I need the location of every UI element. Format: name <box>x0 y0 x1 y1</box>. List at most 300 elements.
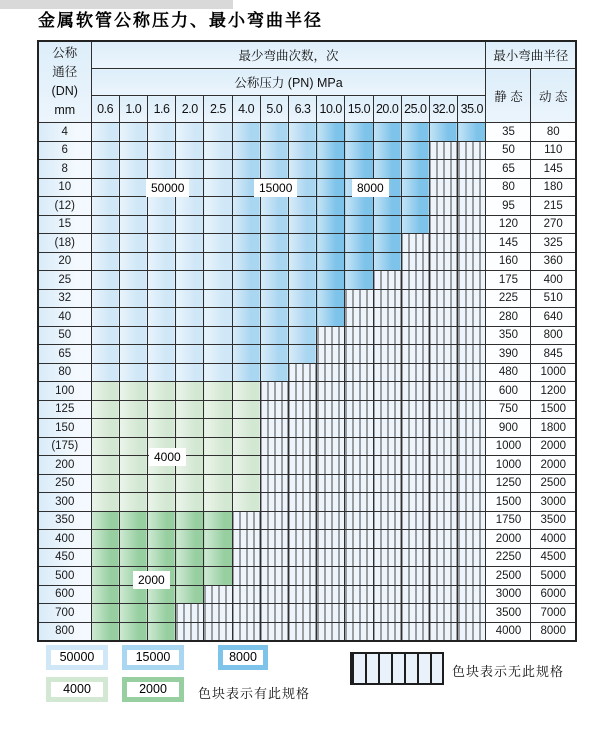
no-spec-cell <box>345 345 373 364</box>
dn-cell: 200 <box>38 456 91 475</box>
cycle-cell <box>204 326 232 345</box>
no-spec-cell <box>401 234 429 253</box>
static-radius-cell: 145 <box>486 234 531 253</box>
pressure-tick: 1.0 <box>119 96 147 123</box>
cycle-cell <box>91 437 119 456</box>
cycle-cell <box>232 437 260 456</box>
static-radius-cell: 1750 <box>486 511 531 530</box>
cycle-cell <box>91 345 119 364</box>
cycle-cell <box>119 400 147 419</box>
no-spec-cell <box>429 622 457 641</box>
cycle-cell <box>232 363 260 382</box>
cycle-cell <box>147 252 175 271</box>
no-spec-cell <box>373 437 401 456</box>
no-spec-cell <box>317 567 345 586</box>
no-spec-cell <box>401 382 429 401</box>
cycle-cell <box>176 530 204 549</box>
cycle-cell <box>288 345 316 364</box>
table-row <box>38 308 576 327</box>
cycle-cell <box>147 511 175 530</box>
cycle-cell <box>204 345 232 364</box>
no-spec-cell <box>458 289 486 308</box>
no-spec-cell <box>373 326 401 345</box>
pressure-tick: 25.0 <box>401 96 429 123</box>
no-spec-cell <box>458 604 486 623</box>
no-spec-cell <box>429 382 457 401</box>
pressure-tick: 4.0 <box>232 96 260 123</box>
cycle-cell <box>204 511 232 530</box>
cycle-cell <box>176 252 204 271</box>
table-row <box>38 622 576 641</box>
no-spec-cell <box>458 382 486 401</box>
cycle-cell <box>147 308 175 327</box>
cycle-cell <box>204 363 232 382</box>
dynamic-radius-cell: 325 <box>531 234 576 253</box>
pressure-tick: 1.6 <box>147 96 175 123</box>
cycle-cell <box>345 123 373 142</box>
no-spec-cell <box>317 530 345 549</box>
static-radius-cell: 175 <box>486 271 531 290</box>
no-spec-cell <box>260 530 288 549</box>
dynamic-radius-cell: 2000 <box>531 437 576 456</box>
no-spec-cell <box>317 474 345 493</box>
no-spec-cell <box>458 400 486 419</box>
cycle-cell <box>119 622 147 641</box>
no-spec-cell <box>345 548 373 567</box>
no-spec-cell <box>373 604 401 623</box>
no-spec-cell <box>345 474 373 493</box>
no-spec-cell <box>429 326 457 345</box>
dynamic-radius-cell: 3000 <box>531 493 576 512</box>
cycle-cell <box>176 308 204 327</box>
no-spec-cell <box>373 363 401 382</box>
table-row <box>38 215 576 234</box>
cycle-cell <box>176 271 204 290</box>
cycle-cell <box>317 178 345 197</box>
cycle-cell <box>91 326 119 345</box>
cycle-cell <box>232 493 260 512</box>
cycle-cell <box>119 234 147 253</box>
dynamic-radius-cell: 400 <box>531 271 576 290</box>
no-spec-cell <box>429 252 457 271</box>
no-spec-cell <box>345 585 373 604</box>
no-spec-cell <box>429 308 457 327</box>
cycle-cell <box>232 474 260 493</box>
no-spec-cell <box>345 326 373 345</box>
no-spec-cell <box>458 363 486 382</box>
pressure-tick: 10.0 <box>317 96 345 123</box>
cycle-cell <box>119 326 147 345</box>
no-spec-cell <box>260 567 288 586</box>
no-spec-cell <box>345 308 373 327</box>
cycle-cell <box>317 308 345 327</box>
no-spec-cell <box>260 437 288 456</box>
cycle-cell <box>119 382 147 401</box>
table-row <box>38 567 576 586</box>
cycle-cell <box>176 289 204 308</box>
cycle-cell <box>147 530 175 549</box>
cycle-cell <box>176 419 204 438</box>
cycle-cell <box>401 141 429 160</box>
no-spec-cell <box>458 215 486 234</box>
static-radius-cell: 95 <box>486 197 531 216</box>
no-spec-cell <box>429 141 457 160</box>
static-radius-cell: 35 <box>486 123 531 142</box>
cycle-cell <box>401 178 429 197</box>
static-radius-cell: 65 <box>486 160 531 179</box>
cycle-cell <box>176 585 204 604</box>
no-spec-cell <box>401 511 429 530</box>
cycle-cell <box>176 160 204 179</box>
cycle-cell <box>204 493 232 512</box>
no-spec-cell <box>401 456 429 475</box>
cycle-cell <box>147 197 175 216</box>
cycle-cell <box>91 141 119 160</box>
cycle-cell <box>176 123 204 142</box>
cycle-cell <box>288 197 316 216</box>
dynamic-radius-cell: 180 <box>531 178 576 197</box>
cycle-cell <box>204 530 232 549</box>
cycle-cell <box>288 141 316 160</box>
no-spec-cell <box>288 363 316 382</box>
no-spec-cell <box>260 493 288 512</box>
no-spec-cell <box>317 345 345 364</box>
cycle-cell <box>204 160 232 179</box>
no-spec-cell <box>373 474 401 493</box>
cycle-cell <box>317 160 345 179</box>
no-spec-cell <box>345 400 373 419</box>
no-spec-cell <box>458 474 486 493</box>
cycle-cell <box>204 215 232 234</box>
no-spec-cell <box>401 437 429 456</box>
no-spec-cell <box>345 382 373 401</box>
cycle-cell <box>232 123 260 142</box>
cycle-cell <box>288 215 316 234</box>
no-spec-cell <box>317 419 345 438</box>
static-radius-cell: 120 <box>486 215 531 234</box>
cycle-cell <box>260 308 288 327</box>
no-spec-cell <box>401 289 429 308</box>
no-spec-cell <box>345 493 373 512</box>
no-spec-cell <box>288 400 316 419</box>
cycle-cell <box>232 271 260 290</box>
table-row <box>38 141 576 160</box>
cycle-cell <box>317 215 345 234</box>
no-spec-cell <box>317 585 345 604</box>
no-spec-cell <box>401 345 429 364</box>
table-row <box>38 400 576 419</box>
cycle-cell <box>91 197 119 216</box>
cycle-cell <box>317 141 345 160</box>
static-radius-cell: 3500 <box>486 604 531 623</box>
no-spec-cell <box>288 382 316 401</box>
cycle-cell <box>317 197 345 216</box>
no-spec-cell <box>458 345 486 364</box>
cycle-cell <box>119 511 147 530</box>
no-spec-cell <box>288 548 316 567</box>
cycles-header: 最少弯曲次数，次 <box>91 41 486 69</box>
static-radius-cell: 50 <box>486 141 531 160</box>
no-spec-cell <box>288 437 316 456</box>
no-spec-cell <box>232 548 260 567</box>
dynamic-header: 动 态 <box>531 69 576 123</box>
cycle-cell <box>119 160 147 179</box>
no-spec-cell <box>345 437 373 456</box>
no-spec-cell <box>232 622 260 641</box>
cycle-cell <box>147 474 175 493</box>
cycle-cell <box>119 178 147 197</box>
no-spec-cell <box>373 493 401 512</box>
cycle-cell <box>119 215 147 234</box>
cycle-cell <box>232 400 260 419</box>
cycle-cell <box>119 271 147 290</box>
no-spec-cell <box>373 271 401 290</box>
dn-cell: 50 <box>38 326 91 345</box>
cycle-cell <box>91 252 119 271</box>
dynamic-radius-cell: 110 <box>531 141 576 160</box>
no-spec-cell <box>458 456 486 475</box>
cycle-cell <box>458 123 486 142</box>
dn-cell: 600 <box>38 585 91 604</box>
cycle-cell <box>204 400 232 419</box>
table-row <box>38 252 576 271</box>
static-radius-cell: 2000 <box>486 530 531 549</box>
no-spec-cell <box>288 585 316 604</box>
no-spec-cell <box>288 530 316 549</box>
dynamic-radius-cell: 4000 <box>531 530 576 549</box>
cycle-cell <box>260 289 288 308</box>
table-row <box>38 456 576 475</box>
cycle-cell <box>204 123 232 142</box>
cycle-cell <box>260 197 288 216</box>
dn-cell: 40 <box>38 308 91 327</box>
no-spec-cell <box>401 585 429 604</box>
no-spec-cell <box>458 511 486 530</box>
cycle-cell <box>91 456 119 475</box>
no-spec-cell <box>429 530 457 549</box>
no-spec-cell <box>373 345 401 364</box>
cycle-cell <box>345 234 373 253</box>
no-spec-cell <box>373 289 401 308</box>
no-spec-cell <box>401 567 429 586</box>
pressure-tick: 20.0 <box>373 96 401 123</box>
dn-cell: (18) <box>38 234 91 253</box>
no-spec-cell <box>317 326 345 345</box>
no-spec-cell <box>260 474 288 493</box>
cycle-cell <box>204 252 232 271</box>
static-radius-cell: 350 <box>486 326 531 345</box>
cycle-cell <box>91 215 119 234</box>
cycle-cell <box>147 419 175 438</box>
no-spec-cell <box>458 567 486 586</box>
cycle-cell <box>204 548 232 567</box>
cycle-cell <box>147 160 175 179</box>
cycle-cell <box>373 234 401 253</box>
cycle-cell <box>401 197 429 216</box>
cycle-cell <box>232 215 260 234</box>
no-spec-cell <box>458 493 486 512</box>
no-spec-cell <box>204 622 232 641</box>
dynamic-radius-cell: 640 <box>531 308 576 327</box>
cycle-cell <box>232 308 260 327</box>
cycle-cell <box>260 345 288 364</box>
cycle-cell <box>91 234 119 253</box>
no-spec-cell <box>429 197 457 216</box>
no-spec-cell <box>458 178 486 197</box>
dynamic-radius-cell: 7000 <box>531 604 576 623</box>
no-spec-cell <box>401 252 429 271</box>
cycle-cell <box>147 400 175 419</box>
cycle-cell <box>91 530 119 549</box>
cycle-cell <box>204 456 232 475</box>
table-row <box>38 493 576 512</box>
no-spec-cell <box>401 326 429 345</box>
pressure-tick: 0.6 <box>91 96 119 123</box>
dn-cell: 20 <box>38 252 91 271</box>
no-spec-cell <box>345 456 373 475</box>
no-spec-cell <box>429 604 457 623</box>
static-radius-cell: 1000 <box>486 437 531 456</box>
dn-cell: 15 <box>38 215 91 234</box>
no-spec-cell <box>401 271 429 290</box>
cycle-cell <box>91 474 119 493</box>
cycle-cell <box>260 363 288 382</box>
table-row <box>38 178 576 197</box>
dynamic-radius-cell: 1800 <box>531 419 576 438</box>
cycle-cell <box>401 123 429 142</box>
static-radius-cell: 750 <box>486 400 531 419</box>
cycle-cell <box>91 363 119 382</box>
dynamic-radius-cell: 215 <box>531 197 576 216</box>
no-spec-cell <box>458 271 486 290</box>
cycle-cell <box>91 548 119 567</box>
no-spec-cell <box>288 604 316 623</box>
cycle-count-label: 8000 <box>352 179 389 197</box>
no-spec-cell <box>317 493 345 512</box>
dn-header-line: 公称 <box>52 46 78 60</box>
cycle-cell <box>232 382 260 401</box>
legend-swatch: 15000 <box>122 645 184 670</box>
cycle-cell <box>119 493 147 512</box>
cycle-cell <box>373 215 401 234</box>
cycle-cell <box>429 123 457 142</box>
no-spec-cell <box>429 271 457 290</box>
cycle-cell <box>260 141 288 160</box>
no-spec-cell <box>429 345 457 364</box>
cycle-cell <box>119 141 147 160</box>
cycle-cell <box>204 197 232 216</box>
cycle-cell <box>345 141 373 160</box>
pressure-tick: 2.5 <box>204 96 232 123</box>
cycle-cell <box>345 271 373 290</box>
no-spec-cell <box>458 141 486 160</box>
cycle-cell <box>288 271 316 290</box>
cycle-cell <box>119 289 147 308</box>
no-spec-cell <box>317 437 345 456</box>
no-spec-cell <box>429 585 457 604</box>
no-spec-cell <box>373 548 401 567</box>
dn-cell: 4 <box>38 123 91 142</box>
cycle-cell <box>260 123 288 142</box>
table-row <box>38 419 576 438</box>
no-spec-cell <box>317 400 345 419</box>
cycle-cell <box>288 252 316 271</box>
cycle-cell <box>91 178 119 197</box>
table-row <box>38 548 576 567</box>
legend-swatch: 4000 <box>46 677 108 702</box>
dynamic-radius-cell: 2500 <box>531 474 576 493</box>
cycle-cell <box>176 511 204 530</box>
cycle-cell <box>147 289 175 308</box>
no-spec-cell <box>317 511 345 530</box>
static-radius-cell: 280 <box>486 308 531 327</box>
no-spec-cell <box>288 456 316 475</box>
cycle-cell <box>232 141 260 160</box>
no-spec-cell <box>317 548 345 567</box>
no-spec-cell <box>401 308 429 327</box>
no-spec-cell <box>401 474 429 493</box>
cycle-cell <box>119 437 147 456</box>
no-spec-cell <box>401 622 429 641</box>
table-row <box>38 197 576 216</box>
cycle-cell <box>91 308 119 327</box>
no-spec-cell <box>232 567 260 586</box>
cycle-cell <box>119 419 147 438</box>
cycle-cell <box>204 289 232 308</box>
cycle-cell <box>176 382 204 401</box>
cycle-cell <box>119 197 147 216</box>
no-spec-cell <box>429 493 457 512</box>
dynamic-radius-cell: 3500 <box>531 511 576 530</box>
no-spec-cell <box>317 363 345 382</box>
dynamic-radius-cell: 6000 <box>531 585 576 604</box>
cycle-cell <box>401 160 429 179</box>
pressure-header: 公称压力 (PN) MPa <box>91 69 486 96</box>
no-spec-cell <box>260 456 288 475</box>
no-spec-cell <box>345 419 373 438</box>
dynamic-radius-cell: 80 <box>531 123 576 142</box>
no-spec-cell <box>260 585 288 604</box>
no-spec-cell <box>317 382 345 401</box>
no-spec-cell <box>260 604 288 623</box>
no-spec-cell <box>458 326 486 345</box>
no-spec-cell <box>373 382 401 401</box>
dynamic-radius-cell: 1500 <box>531 400 576 419</box>
static-radius-cell: 80 <box>486 178 531 197</box>
pressure-tick: 2.0 <box>176 96 204 123</box>
no-spec-cell <box>458 252 486 271</box>
cycle-cell <box>260 160 288 179</box>
cycle-cell <box>147 548 175 567</box>
no-spec-cell <box>429 178 457 197</box>
cycle-cell <box>176 493 204 512</box>
no-spec-cell <box>429 456 457 475</box>
no-spec-cell <box>345 530 373 549</box>
cycle-cell <box>260 326 288 345</box>
dynamic-radius-cell: 1200 <box>531 382 576 401</box>
cycle-cell <box>91 419 119 438</box>
no-spec-cell <box>458 437 486 456</box>
no-spec-cell <box>345 567 373 586</box>
dynamic-radius-cell: 845 <box>531 345 576 364</box>
dynamic-radius-cell: 5000 <box>531 567 576 586</box>
cycle-cell <box>204 567 232 586</box>
dn-cell: 10 <box>38 178 91 197</box>
dn-cell: 125 <box>38 400 91 419</box>
no-spec-cell <box>345 511 373 530</box>
cycle-cell <box>232 160 260 179</box>
dn-header-line: mm <box>54 103 76 117</box>
